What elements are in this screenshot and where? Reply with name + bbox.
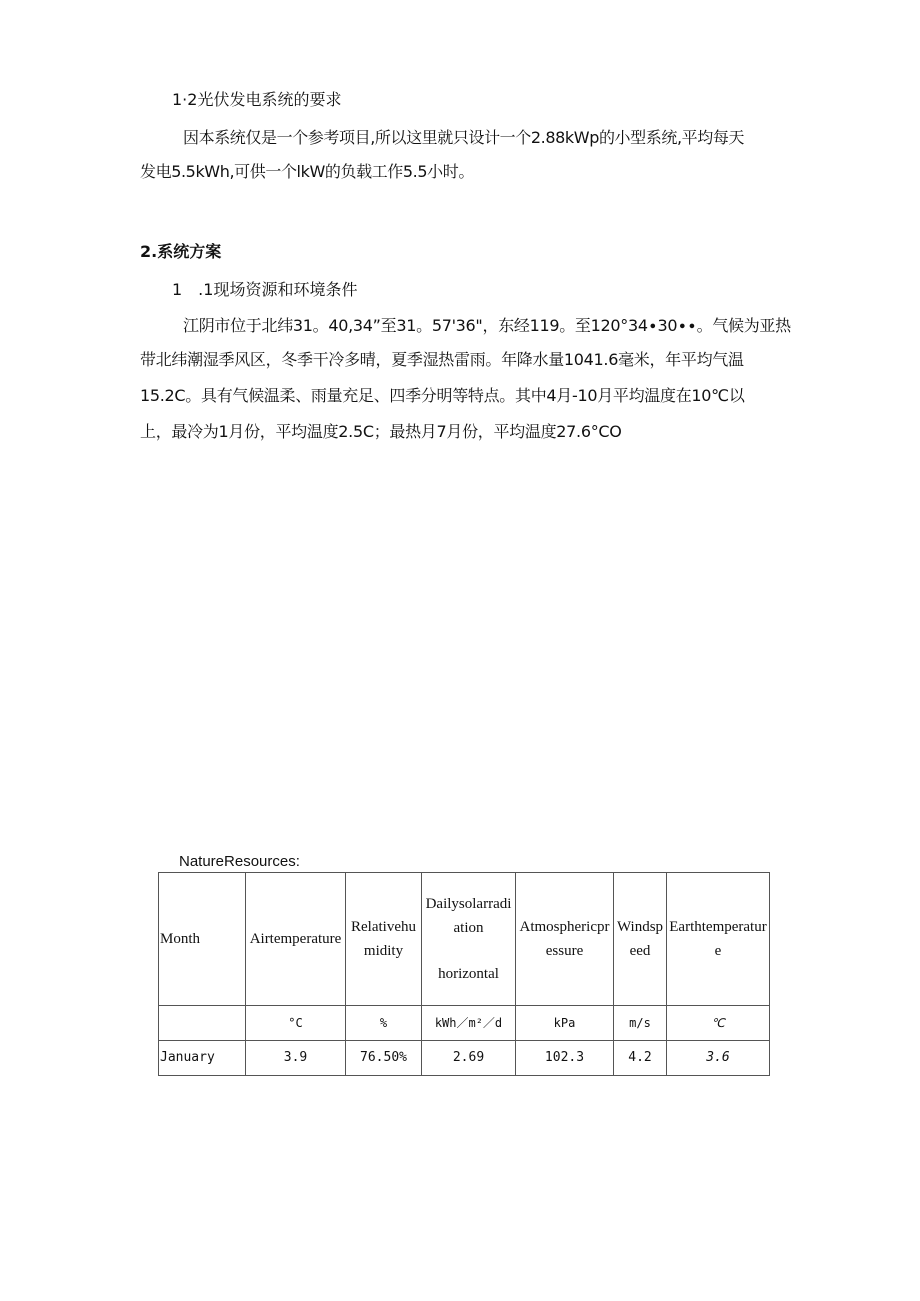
header-month: Month (159, 873, 246, 1006)
section-2-paragraph-line: 带北纬潮湿季风区，冬季干冷多晴，夏季湿热雷雨。年降水量1041.6毫米，年平均气温 (140, 350, 744, 369)
table-header-row (159, 873, 770, 1006)
section-2-1-subheading: 1 .1现场资源和环境条件 (172, 280, 358, 299)
section-1-2-paragraph-line: 发电5.5kWh,可供一个lkW的负载工作5.5小时。 (140, 162, 474, 181)
header-air-temperature: Airtemperature (246, 873, 346, 1006)
cell-relative-humidity: 76.50% (346, 1041, 422, 1076)
section-2-heading: 2.系统方案 (140, 242, 222, 261)
header-daily-solar-gap (423, 940, 514, 962)
section-1-2-heading: 1·2光伏发电系统的要求 (172, 90, 342, 109)
unit-atmospheric-pressure: kPa (516, 1006, 614, 1041)
header-earth-temperature: Earthtemperature (667, 873, 770, 1006)
cell-air-temperature: 3.9 (246, 1041, 346, 1076)
header-daily-solar-line1: Dailysolarradiation (425, 896, 512, 936)
table-unit-row (159, 1006, 770, 1041)
section-2-paragraph-line: 15.2C。具有气候温柔、雨量充足、四季分明等特点。其中4月-10月平均温度在10℃以 (140, 386, 745, 405)
unit-wind-speed: m/s (614, 1006, 667, 1041)
header-atmospheric-pressure: Atmosphericpressure (516, 873, 614, 1006)
section-1-2-paragraph-line: 因本系统仅是一个参考项目,所以这里就只设计一个2.88kWp的小型系统,平均每天 (183, 128, 745, 147)
unit-relative-humidity: % (346, 1006, 422, 1041)
section-2-paragraph-line: 上，最冷为1月份，平均温度2.5C；最热月7月份，平均温度27.6°CO (140, 422, 622, 441)
header-daily-solar-line2: horizontal (438, 966, 499, 982)
unit-air-temperature: °C (246, 1006, 346, 1041)
header-daily-solar-radiation (422, 873, 516, 1006)
cell-earth-temperature: 3.6 (667, 1041, 770, 1076)
unit-month (159, 1006, 246, 1041)
unit-earth-temperature: ℃ (667, 1006, 770, 1041)
header-wind-speed: Windspeed (614, 873, 667, 1006)
cell-daily-solar: 2.69 (422, 1041, 516, 1076)
header-relative-humidity: Relativehumidity (346, 873, 422, 1006)
table-row (159, 1041, 770, 1076)
unit-daily-solar: kWh／m²／d (422, 1006, 516, 1041)
table-caption: NatureResources: (179, 853, 300, 870)
nature-resources-table (158, 872, 770, 1076)
cell-month: January (159, 1041, 246, 1076)
cell-wind-speed: 4.2 (614, 1041, 667, 1076)
cell-atmospheric-pressure: 102.3 (516, 1041, 614, 1076)
section-2-paragraph-line: 江阴市位于北纬31。40,34”至31。57'36"，东经119。至120°34∙30∙∙。气候为亚热 (183, 316, 791, 335)
